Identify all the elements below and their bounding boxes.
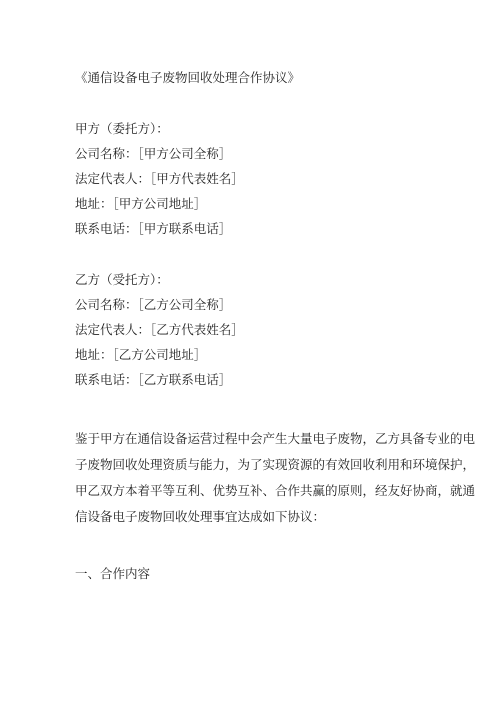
- party-a-heading: 甲方（委托方）：: [75, 121, 169, 136]
- document-title: 《通信设备电子废物回收处理合作协议》: [75, 70, 301, 85]
- party-a-company: 公司名称：［甲方公司全称］: [75, 146, 232, 161]
- party-b-phone: 联系电话：［乙方联系电话］: [75, 372, 232, 387]
- party-b-address: 地址：［乙方公司地址］: [75, 347, 207, 362]
- party-a-representative: 法定代表人：［甲方代表姓名］: [75, 171, 244, 186]
- section-1-heading: 一、合作内容: [75, 566, 151, 581]
- party-a-address: 地址：［甲方公司地址］: [75, 196, 207, 211]
- preamble-line-3: 甲乙双方本着平等互利、优势互补、合作共赢的原则，经友好协商，就通: [75, 483, 476, 498]
- party-b-representative: 法定代表人：［乙方代表姓名］: [75, 322, 244, 337]
- preamble-line-4: 信设备电子废物回收处理事宜达成如下协议：: [75, 509, 326, 524]
- party-b-heading: 乙方（受托方）：: [75, 272, 169, 287]
- party-a-phone: 联系电话：［甲方联系电话］: [75, 221, 232, 236]
- preamble-line-1: 鉴于甲方在通信设备运营过程中会产生大量电子废物，乙方具备专业的电: [75, 431, 476, 446]
- party-b-company: 公司名称：［乙方公司全称］: [75, 297, 232, 312]
- preamble-line-2: 子废物回收处理资质与能力，为了实现资源的有效回收利用和环境保护，: [75, 457, 476, 472]
